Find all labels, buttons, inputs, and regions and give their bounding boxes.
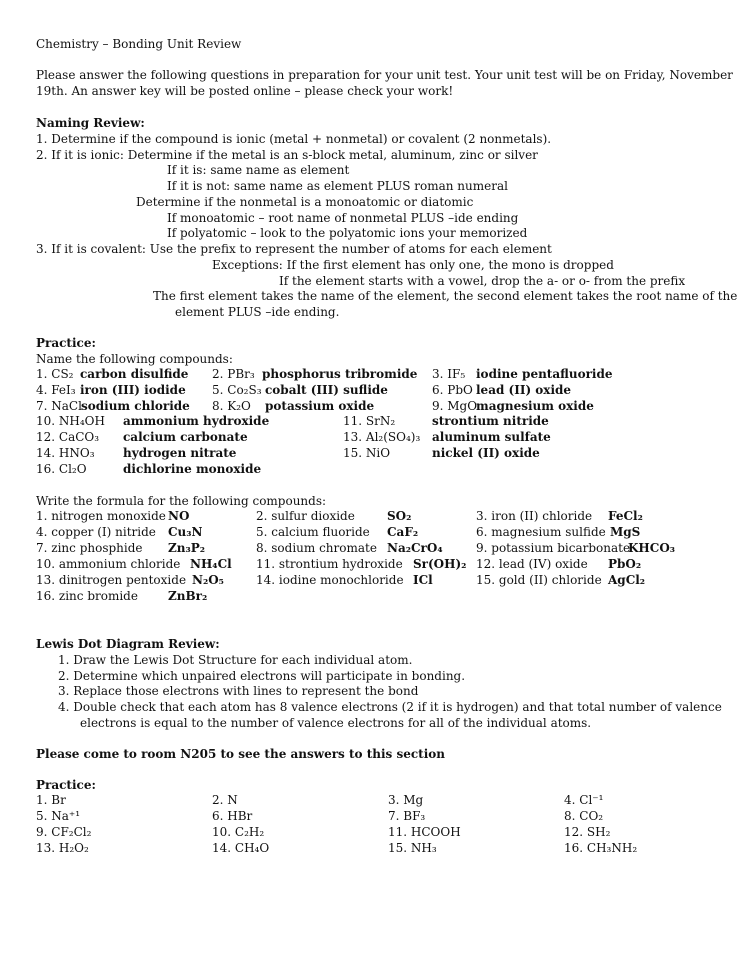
formula-question: 1. nitrogen monoxide <box>36 509 166 523</box>
naming-review-heading: Naming Review: <box>36 116 145 130</box>
compound-formula: 1. CS₂ <box>36 367 74 381</box>
lewis-practice-item: 1. Br <box>36 793 66 807</box>
formula-question: 4. copper (I) nitride <box>36 525 156 539</box>
page-title: Chemistry – Bonding Unit Review <box>36 37 242 51</box>
naming-line: If monoatomic – root name of nonmetal PLUS –ide ending <box>167 211 519 225</box>
compound-answer: calcium carbonate <box>123 430 248 444</box>
compound-answer: hydrogen nitrate <box>123 446 237 460</box>
compound-formula: 3. IF₅ <box>432 367 466 381</box>
compound-formula: 2. PBr₃ <box>212 367 255 381</box>
formula-question: 3. iron (II) chloride <box>476 509 593 523</box>
compound-answer: potassium oxide <box>265 399 375 413</box>
lewis-practice-item: 9. CF₂Cl₂ <box>36 825 92 839</box>
compound-formula: 8. K₂O <box>212 399 251 413</box>
compound-answer: dichlorine monoxide <box>123 462 262 476</box>
formula-answer: KHCO₃ <box>628 541 676 555</box>
lewis-practice-item: 6. HBr <box>212 809 253 823</box>
compound-answer: phosphorus tribromide <box>262 367 418 381</box>
lewis-practice-item: 14. CH₄O <box>212 841 270 855</box>
formula-question: 8. sodium chromate <box>256 541 377 555</box>
naming-line: Determine if the nonmetal is a monoatomic or diatomic <box>136 195 474 209</box>
lewis-step: 2. Determine which unpaired electrons will participate in bonding. <box>58 669 466 683</box>
naming-line: If it is: same name as element <box>167 163 350 177</box>
lewis-step: 4. Double check that each atom has 8 valence electrons (2 if it is hydrogen) and that total number of valence <box>58 700 722 714</box>
formula-answer: SO₂ <box>387 509 412 523</box>
lewis-practice-item: 15. NH₃ <box>388 841 437 855</box>
naming-line: If it is not: same name as element PLUS roman numeral <box>167 179 508 193</box>
formula-answer: ICl <box>413 573 433 587</box>
formula-question: 16. zinc bromide <box>36 589 138 603</box>
formula-question: 15. gold (II) chloride <box>476 573 602 587</box>
lewis-practice-item: 16. CH₃NH₂ <box>564 841 638 855</box>
formula-answer: N₂O₅ <box>192 573 224 587</box>
compound-formula: 9. MgO <box>432 399 478 413</box>
formula-instruction: Write the formula for the following compounds: <box>36 494 327 508</box>
lewis-practice-item: 7. BF₃ <box>388 809 426 823</box>
practice-instruction: Name the following compounds: <box>36 352 233 366</box>
lewis-step: 3. Replace those electrons with lines to represent the bond <box>58 684 419 698</box>
naming-line: If the element starts with a vowel, drop the a- or o- from the prefix <box>279 274 686 288</box>
formula-question: 6. magnesium sulfide <box>476 525 606 539</box>
naming-line: 1. Determine if the compound is ionic (metal + nonmetal) or covalent (2 nonmetals). <box>36 132 552 146</box>
lewis-step: 1. Draw the Lewis Dot Structure for each individual atom. <box>58 653 413 667</box>
intro-line-1: Please answer the following questions in preparation for your unit test. Your unit test will be on Friday, November <box>36 68 733 82</box>
compound-formula: 13. Al₂(SO₄)₃ <box>343 430 421 444</box>
compound-formula: 11. SrN₂ <box>343 414 396 428</box>
formula-answer: FeCl₂ <box>608 509 643 523</box>
lewis-practice-item: 11. HCOOH <box>388 825 461 839</box>
compound-answer: carbon disulfide <box>80 367 189 381</box>
formula-answer: MgS <box>610 525 641 539</box>
compound-answer: cobalt (III) suflide <box>265 383 388 397</box>
compound-answer: lead (II) oxide <box>476 383 572 397</box>
formula-question: 10. ammonium chloride <box>36 557 181 571</box>
compound-answer: strontium nitride <box>432 414 549 428</box>
formula-question: 9. potassium bicarbonate <box>476 541 631 555</box>
compound-formula: 14. HNO₃ <box>36 446 95 460</box>
formula-question: 14. iodine monochloride <box>256 573 404 587</box>
formula-answer: Sr(OH)₂ <box>413 557 467 571</box>
compound-answer: iron (III) iodide <box>80 383 186 397</box>
practice-2-heading: Practice: <box>36 778 96 792</box>
formula-answer: Cu₃N <box>168 525 203 539</box>
intro-line-2: 19th. An answer key will be posted online – please check your work! <box>36 84 454 98</box>
formula-answer: ZnBr₂ <box>168 589 208 603</box>
compound-formula: 15. NiO <box>343 446 391 460</box>
formula-answer: NO <box>168 509 190 523</box>
formula-answer: CaF₂ <box>387 525 419 539</box>
compound-answer: iodine pentafluoride <box>476 367 613 381</box>
formula-answer: PbO₂ <box>608 557 642 571</box>
lewis-step-continued: electrons is equal to the number of valence electrons for all of the individual atoms. <box>80 716 592 730</box>
naming-line: Exceptions: If the first element has only one, the mono is dropped <box>212 258 614 272</box>
compound-answer: nickel (II) oxide <box>432 446 540 460</box>
naming-line: If polyatomic – look to the polyatomic ions your memorized <box>167 226 528 240</box>
compound-formula: 16. Cl₂O <box>36 462 87 476</box>
naming-line: The first element takes the name of the element, the second element takes the root name of the <box>153 289 738 303</box>
compound-formula: 5. Co₂S₃ <box>212 383 262 397</box>
compound-formula: 12. CaCO₃ <box>36 430 100 444</box>
lewis-practice-item: 4. Cl⁻¹ <box>564 793 604 807</box>
lewis-practice-item: 12. SH₂ <box>564 825 611 839</box>
lewis-practice-item: 5. Na⁺¹ <box>36 809 81 823</box>
formula-question: 13. dinitrogen pentoxide <box>36 573 187 587</box>
naming-line: element PLUS –ide ending. <box>175 305 340 319</box>
formula-question: 2. sulfur dioxide <box>256 509 355 523</box>
compound-answer: aluminum sulfate <box>432 430 551 444</box>
compound-formula: 10. NH₄OH <box>36 414 105 428</box>
compound-answer: sodium chloride <box>81 399 190 413</box>
compound-formula: 7. NaCl <box>36 399 82 413</box>
lewis-practice-item: 8. CO₂ <box>564 809 604 823</box>
formula-answer: Zn₃P₂ <box>168 541 206 555</box>
naming-line: 3. If it is covalent: Use the prefix to represent the number of atoms for each element <box>36 242 552 256</box>
compound-answer: magnesium oxide <box>476 399 594 413</box>
compound-answer: ammonium hydroxide <box>123 414 270 428</box>
lewis-heading: Lewis Dot Diagram Review: <box>36 637 220 651</box>
naming-line: 2. If it is ionic: Determine if the metal is an s-block metal, aluminum, zinc or silver <box>36 148 538 162</box>
formula-question: 5. calcium fluoride <box>256 525 370 539</box>
formula-answer: NH₄Cl <box>190 557 232 571</box>
lewis-practice-item: 3. Mg <box>388 793 424 807</box>
formula-question: 12. lead (IV) oxide <box>476 557 588 571</box>
lewis-practice-item: 13. H₂O₂ <box>36 841 89 855</box>
formula-answer: AgCl₂ <box>608 573 646 587</box>
compound-formula: 4. FeI₃ <box>36 383 76 397</box>
formula-answer: Na₂CrO₄ <box>387 541 443 555</box>
compound-formula: 6. PbO <box>432 383 473 397</box>
practice-heading: Practice: <box>36 336 96 350</box>
lewis-practice-item: 2. N <box>212 793 238 807</box>
lewis-practice-item: 10. C₂H₂ <box>212 825 265 839</box>
formula-question: 11. strontium hydroxide <box>256 557 403 571</box>
room-note: Please come to room N205 to see the answers to this section <box>36 747 446 761</box>
formula-question: 7. zinc phosphide <box>36 541 143 555</box>
